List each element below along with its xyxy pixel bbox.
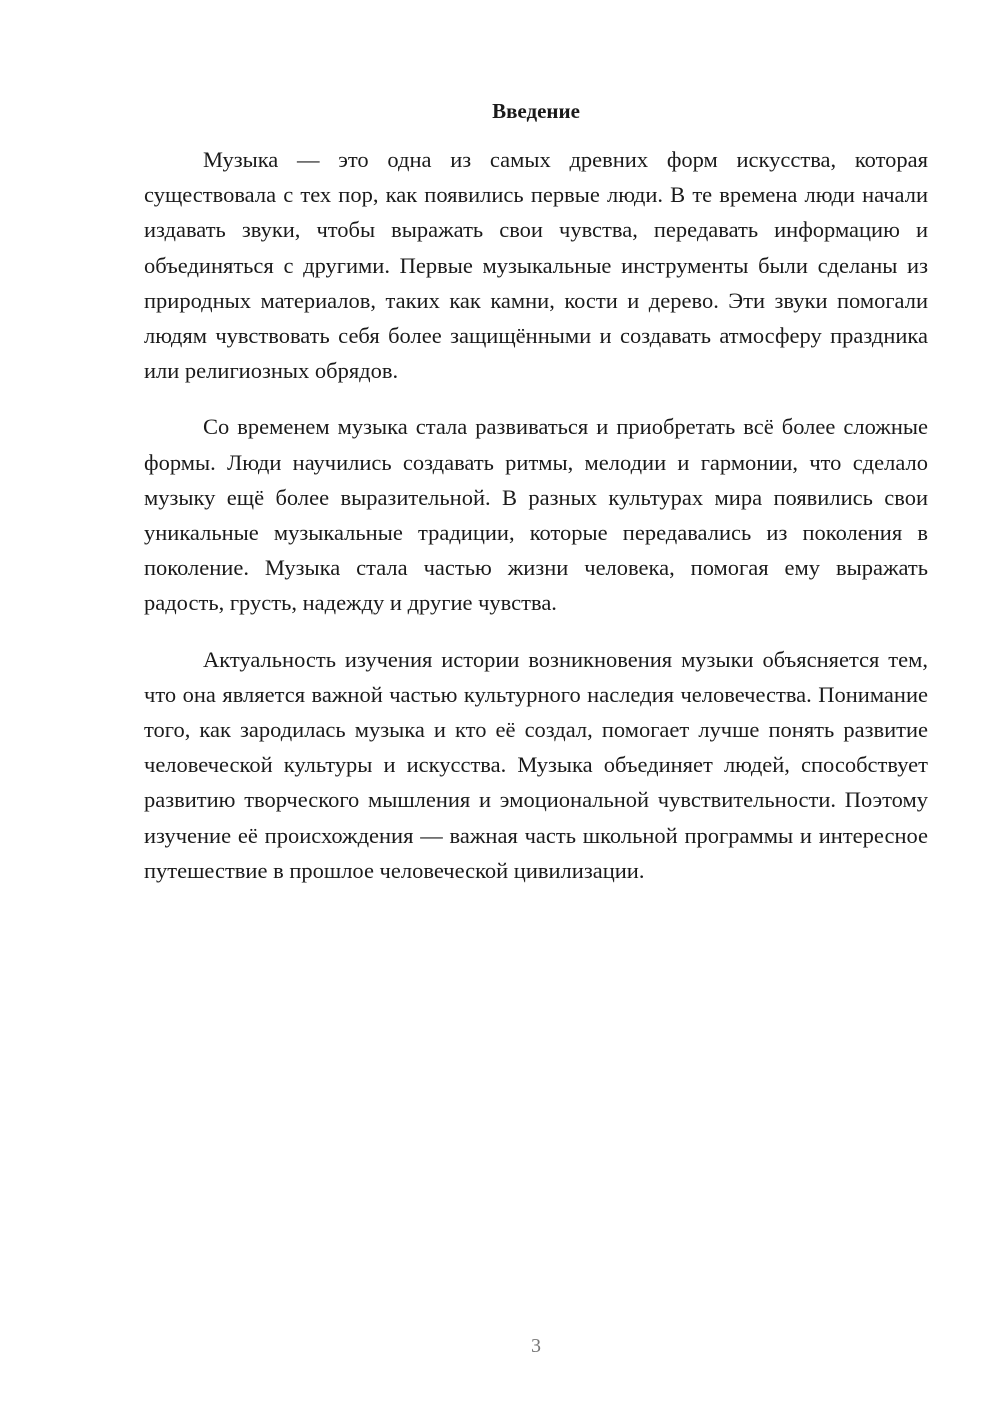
paragraph-1: Музыка — это одна из самых древних форм искусства, которая существовала с тех пор, как появились первые люди. В те времена люди начали издавать звуки, чтобы выражать свои чувства, передавать информацию и объединяться с другими. Первые музыкальные инструменты были сделаны из природных материалов, таких как камни, кости и дерево. Эти звуки помогали людям чувствовать себя более защищёнными и создавать атмосферу праздника или религиозных обрядов. [144, 147, 928, 384]
section-heading: Введение [492, 99, 580, 123]
page-number: 3 [531, 1335, 541, 1357]
body-text [144, 142, 928, 909]
paragraph-2: Со временем музыка стала развиваться и приобретать всё более сложные формы. Люди научились создавать ритмы, мелодии и гармонии, что сделало музыку ещё более выразительной. В разных культурах мира появились свои уникальные музыкальные традиции, которые передавались из поколения в поколение. Музыка стала частью жизни человека, помогая ему выражать радость, грусть, надежду и другие чувства. [144, 414, 928, 616]
paragraph-3: Актуальность изучения истории возникновения музыки объясняется тем, что она является важной частью культурного наследия человечества. Понимание того, как зародилась музыка и кто её создал, помогает лучше понять развитие человеческой культуры и искусства. Музыка объединяет людей, способствует развитию творческого мышления и эмоциональной чувствительности. Поэтому изучение её происхождения — важная часть школьной программы и интересное путешествие в прошлое человеческой цивилизации. [144, 646, 928, 883]
